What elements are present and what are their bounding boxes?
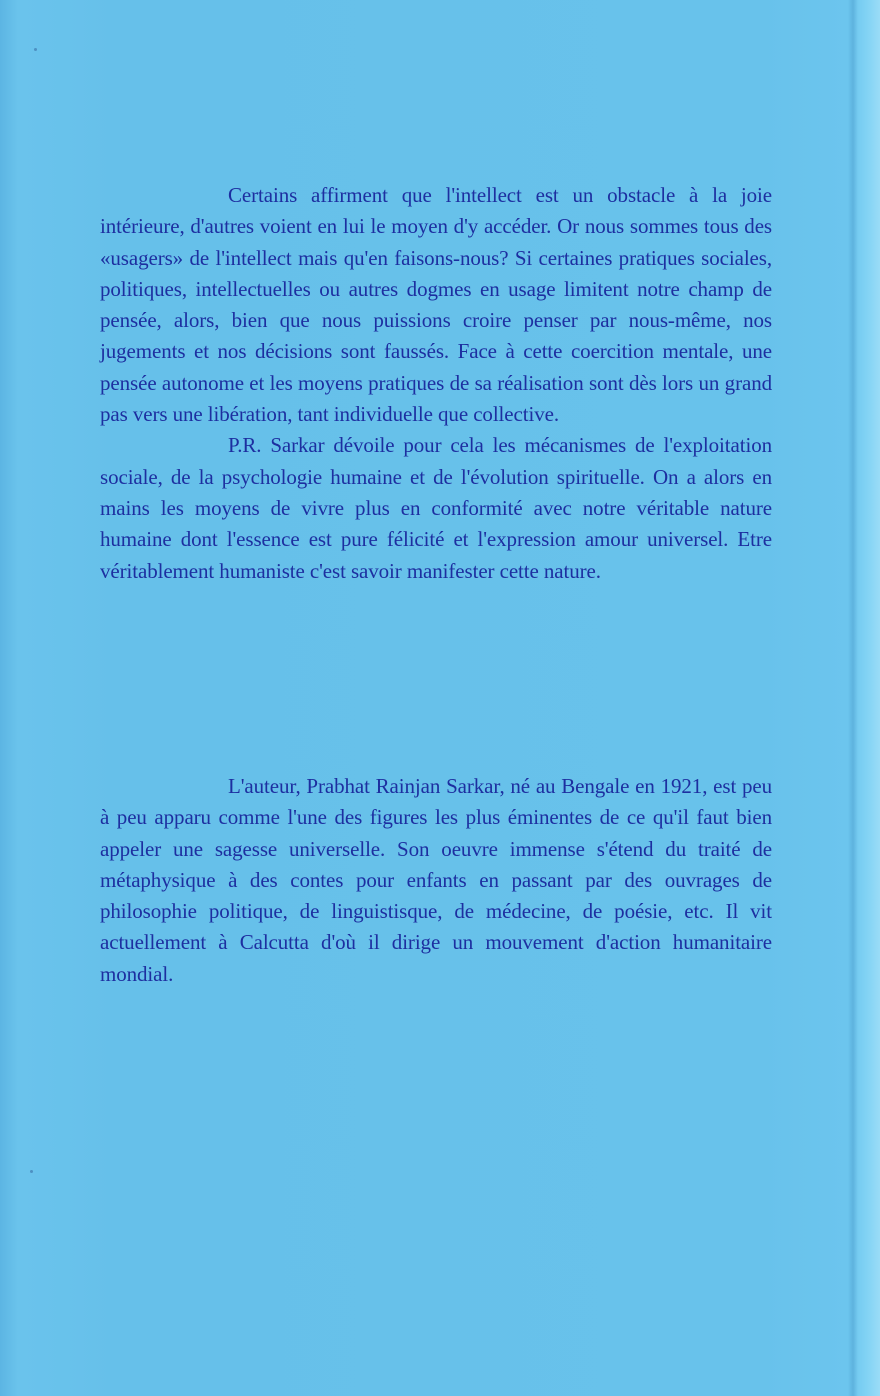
author-bio-paragraph: L'auteur, Prabhat Rainjan Sarkar, né au Bengale en 1921, est peu à peu apparu comme l'une des figures les plus éminentes de ce qu'il faut bien appeler une sagesse universelle. Son oeuvre immense s'étend du traité de métaphysique à des contes pour enfants en passant par des ouvrages de philosophie politique, de linguistisque, de médecine, de poésie, etc. Il vit actuellement à Calcutta d'où il dirige un mouvement d'action humanitaire mondial. (100, 774, 772, 986)
summary-paragraph-2: P.R. Sarkar dévoile pour cela les mécanismes de l'exploitation sociale, de la psychologie humaine et de l'évolution spirituelle. On a alors en mains les moyens de vivre plus en conformité avec notre véritable nature humaine dont l'essence est pure félicité et l'expression amour universel. Etre véritablement humaniste c'est savoir manifester cette nature. (100, 433, 772, 583)
paper-speck (34, 48, 37, 51)
paper-speck (30, 1170, 33, 1173)
summary-text (100, 180, 772, 587)
author-bio (100, 771, 772, 990)
page-edge-shadow (848, 0, 858, 1396)
summary-paragraph-1: Certains affirment que l'intellect est un obstacle à la joie intérieure, d'autres voient en lui le moyen d'y accéder. Or nous sommes tous des «usagers» de l'intellect mais qu'en faisons-nous? Si certaines pratiques sociales, politiques, intellectuelles ou autres dogmes en usage limitent notre champ de pensée, alors, bien que nous puissions croire penser par nous-même, nos jugements et nos décisions sont faussés. Face à cette coercition mentale, une pensée autonome et les moyens pratiques de sa réalisation sont dès lors un grand pas vers une libération, tant individuelle que collective. (100, 183, 772, 427)
